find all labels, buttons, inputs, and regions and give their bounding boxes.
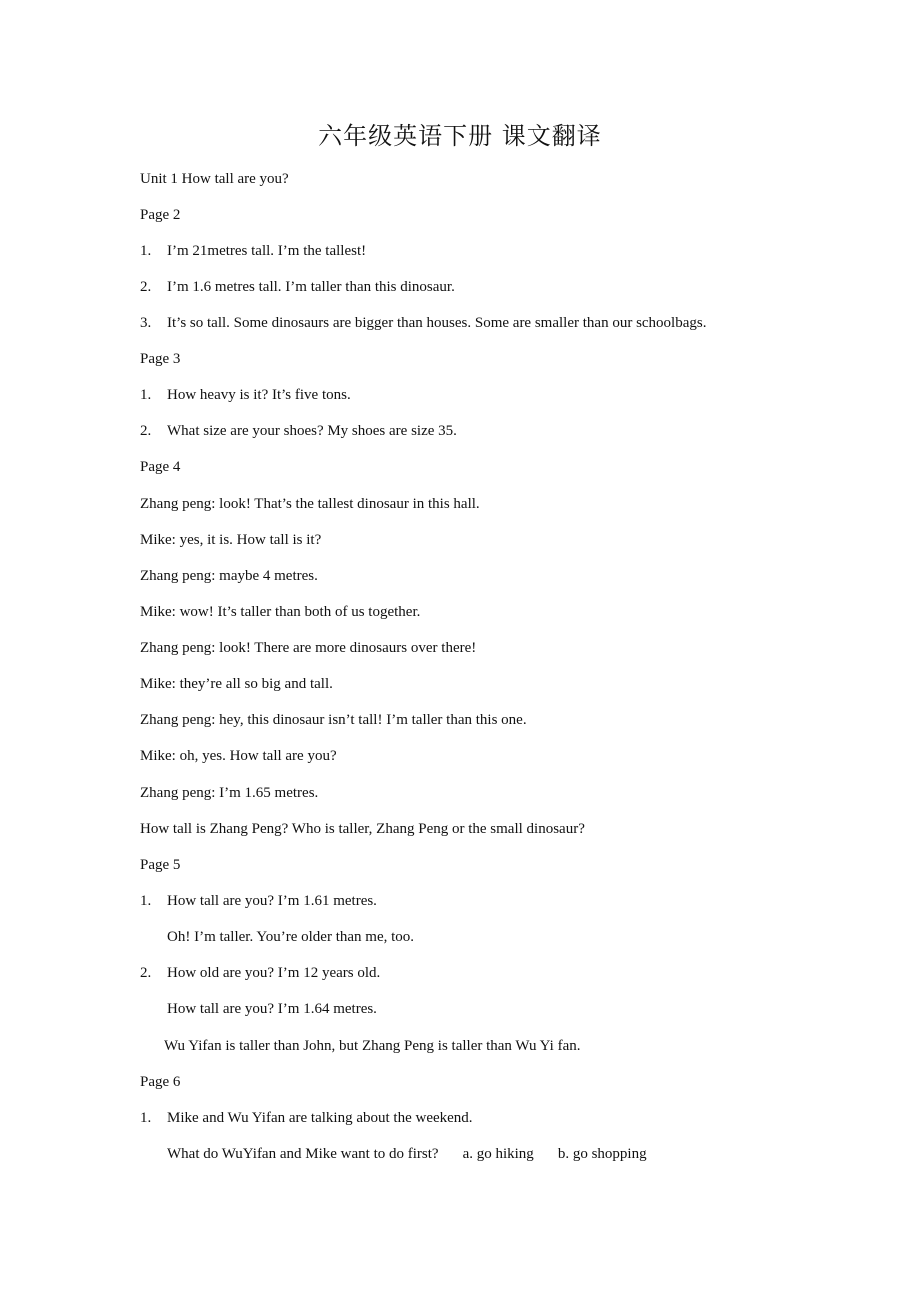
item-text: I’m 21metres tall. I’m the tallest! bbox=[167, 243, 367, 259]
page4-question: How tall is Zhang Peng? Who is taller, Zhang Peng or the small dinosaur? bbox=[140, 821, 585, 837]
page6-item-1 bbox=[140, 1108, 473, 1128]
item-number: 1. bbox=[140, 1110, 152, 1126]
item-number: 2. bbox=[140, 965, 152, 981]
page3-item-2 bbox=[140, 421, 457, 441]
dialogue-line: Mike: wow! It’s taller than both of us together. bbox=[140, 604, 421, 620]
page2-item-1 bbox=[140, 241, 366, 261]
page2-item-3 bbox=[140, 313, 706, 333]
dialogue-line: Zhang peng: hey, this dinosaur isn’t tall! I’m taller than this one. bbox=[140, 712, 527, 728]
page5-item-1-reply: Oh! I’m taller. You’re older than me, too. bbox=[167, 929, 415, 945]
item-text: How old are you? I’m 12 years old. bbox=[167, 965, 381, 981]
dialogue-line: Zhang peng: maybe 4 metres. bbox=[140, 568, 318, 584]
dialogue-line: Mike: they’re all so big and tall. bbox=[140, 676, 333, 692]
item-text: What size are your shoes? My shoes are size 35. bbox=[167, 423, 457, 439]
item-number: 1. bbox=[140, 243, 152, 259]
dialogue-line: Zhang peng: I’m 1.65 metres. bbox=[140, 785, 319, 801]
option-b: b. go shopping bbox=[557, 1146, 647, 1162]
page5-item-2-reply: How tall are you? I’m 1.64 metres. bbox=[167, 1001, 377, 1017]
dialogue-line: Zhang peng: look! There are more dinosaurs over there! bbox=[140, 640, 477, 656]
dialogue-line: Zhang peng: look! That’s the tallest dinosaur in this hall. bbox=[140, 496, 480, 512]
item-text: Mike and Wu Yifan are talking about the weekend. bbox=[167, 1110, 473, 1126]
item-number: 1. bbox=[140, 387, 152, 403]
item-number: 2. bbox=[140, 423, 152, 439]
item-text: It’s so tall. Some dinosaurs are bigger than houses. Some are smaller than our schoolbags. bbox=[167, 315, 707, 331]
page6-heading: Page 6 bbox=[140, 1074, 181, 1090]
page6-question: What do WuYifan and Mike want to do first? bbox=[167, 1146, 439, 1162]
item-number: 3. bbox=[140, 315, 152, 331]
page5-item-1 bbox=[140, 891, 377, 911]
page2-heading: Page 2 bbox=[140, 207, 181, 223]
option-a: a. go hiking bbox=[462, 1146, 534, 1162]
item-number: 1. bbox=[140, 893, 152, 909]
page5-summary: Wu Yifan is taller than John, but Zhang Peng is taller than Wu Yi fan. bbox=[164, 1038, 581, 1054]
item-text: How tall are you? I’m 1.61 metres. bbox=[167, 893, 377, 909]
dialogue-line: Mike: yes, it is. How tall is it? bbox=[140, 532, 322, 548]
document-title: 六年级英语下册 课文翻译 bbox=[318, 122, 602, 150]
page5-item-2 bbox=[140, 963, 380, 983]
page6-question-line bbox=[167, 1144, 647, 1164]
item-number: 2. bbox=[140, 279, 152, 295]
item-text: I’m 1.6 metres tall. I’m taller than this dinosaur. bbox=[167, 279, 455, 295]
item-text: How heavy is it? It’s five tons. bbox=[167, 387, 351, 403]
unit-heading: Unit 1 How tall are you? bbox=[140, 171, 289, 187]
page5-heading: Page 5 bbox=[140, 857, 181, 873]
page2-item-2 bbox=[140, 277, 455, 297]
dialogue-line: Mike: oh, yes. How tall are you? bbox=[140, 748, 337, 764]
page4-heading: Page 4 bbox=[140, 459, 181, 475]
page3-item-1 bbox=[140, 385, 351, 405]
page3-heading: Page 3 bbox=[140, 351, 181, 367]
